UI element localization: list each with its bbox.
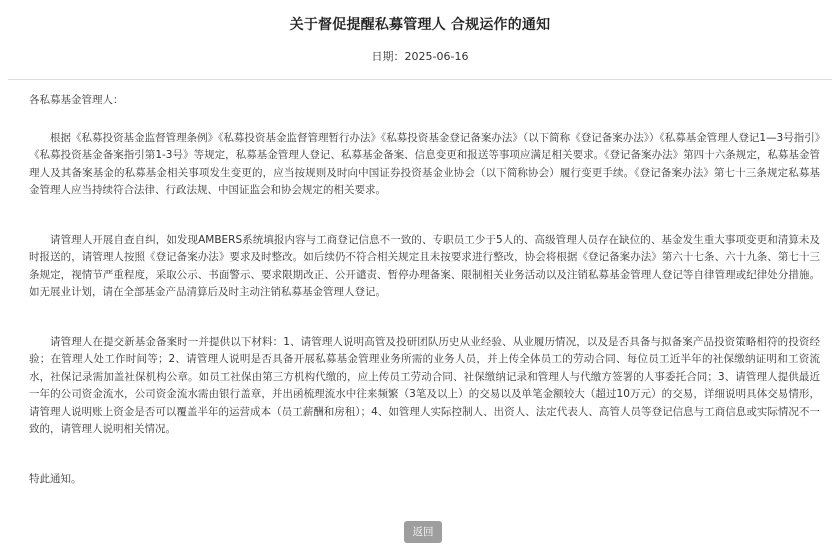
paragraph-self-inspection: 请管理人开展自查自纠，如发现AMBERS系统填报内容与工商登记信息不一致的、专职员工少于5人的、高级管理人员存在缺位的、基金发生重大事项变更和清算未及时报送的，请管理人按照《登记备案办法》要求及时整改。如后续仍不符合相关规定且未按要求进行整改，协会将根据《登记备案办法》第六十七条、六十九条、第七十三条规定，视情节严重程度，采取公示、书面警示、要求限期改正、公开谴责、暂停办理备案、限制相关业务活动以及注销私募基金管理人登记等自律管理或纪律处分措施。如无展业计划，请在全部基金产品清算后及时主动注销私募基金管理人登记。 <box>29 233 820 298</box>
salutation: 各私募基金管理人： <box>29 94 124 106</box>
closing-text: 特此通知。 <box>29 472 82 485</box>
back-button[interactable]: 返回 <box>404 521 442 543</box>
notice-body <box>29 92 820 488</box>
notice-title: 关于督促提醒私募管理人 合规运作的通知 <box>289 17 551 33</box>
paragraph-regulations: 根据《私募投资基金监督管理条例》《私募投资基金监督管理暂行办法》《私募投资基金登记备案办法》（以下简称《登记备案办法》）《私募基金管理人登记1—3号指引》《私募投资基金备案指引第1-3号》等规定，私募基金管理人登记、私募基金备案、信息变更和报送等事项应满足相关要求。《登记备案办法》第四十六条规定，私募基金管理人及其备案基金的私募基金相关事项发生变更的，应当按规则及时向中国证券投资基金业协会（以下简称协会）履行变更手续。《登记备案办法》第七十三条规定私募基金管理人应当持续符合法律、行政法规、中国证监会和协会规定的相关要求。 <box>29 131 820 196</box>
title-divider <box>8 79 832 80</box>
paragraph-filing-materials: 请管理人在提交新基金备案时一并提供以下材料：1、请管理人说明高管及投研团队历史从业经验、从业履历情况，以及是否具备与拟备案产品投资策略相符的投资经验；在管理人处工作时间等；2、请管理人说明是否具备开展私募基金管理业务所需的业务人员，并上传全体员工的劳动合同、每位员工近半年的社保缴纳证明和工资流水，社保记录需加盖社保机构公章。如员工社保由第三方机构代缴的，应上传员工劳动合同、社保缴纳记录和管理人与代缴方签署的人事委托合同；3、请管理人提供最近一年的公司资金流水，公司资金流水需由银行盖章，并出函梳理流水中往来频繁（3笔及以上）的交易以及单笔金额较大（超过10万元）的交易，详细说明具体交易情形，请管理人说明账上资金是否可以覆盖半年的运营成本（员工薪酬和房租）；4、如管理人实际控制人、出资人、法定代表人、高管人员等登记信息与工商信息或实际情况不一致的，请管理人说明相关情况。 <box>29 335 820 435</box>
notice-date: 日期：2025-06-16 <box>371 50 469 63</box>
